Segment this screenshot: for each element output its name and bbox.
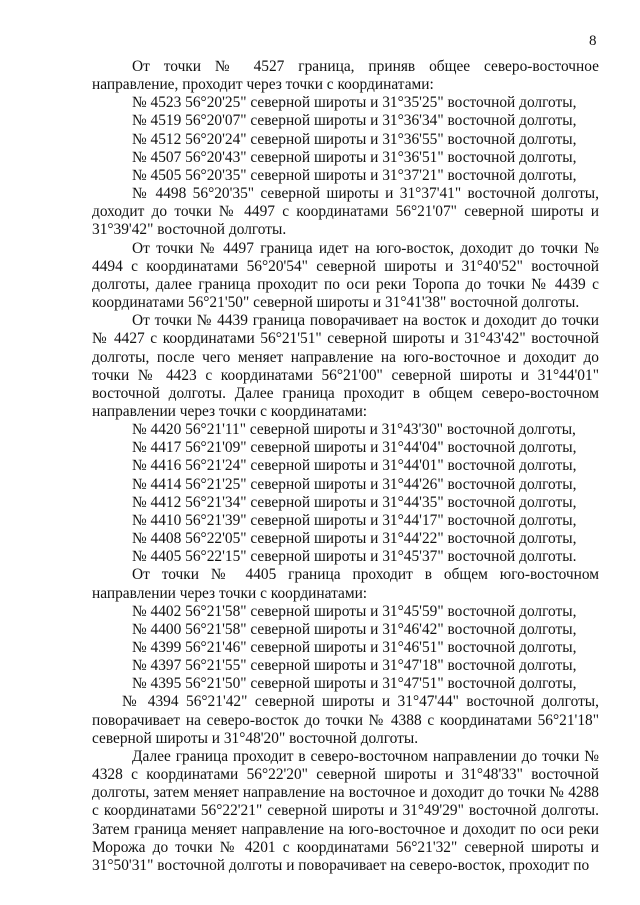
coordinate-line: № 4417 56°21'09" северной широты и 31°44'04" восточной долготы, bbox=[132, 439, 577, 457]
coordinate-line: № 4395 56°21'50" северной широты и 31°47'51" восточной долготы, bbox=[132, 675, 577, 693]
paragraph-boundary: От точки № 4497 граница идет на юго-восток, доходит до точки № 4494 с координатами 56°20'54" северной широты и 31°40'52" восточной долготы, далее граница проходит по оси реки Торопа до точки № 4439 с координатами 56°21'50" северной широты и 31°41'38" восточной долготы. bbox=[92, 239, 599, 312]
paragraph-boundary: Далее граница проходит в северо-восточном направлении до точки № 4328 с координатами 56°22'20" северной широты и 31°48'33" восточной долготы, затем меняет направление на восточное и доходит до точки № 4288 с координатами 56°22'21" северной широты и 31°49'29" восточной долготы. Затем граница меняет направление на юго-восточное и доходит по оси реки Морожа до точки № 4201 с координатами 56°21'32" северной широты и 31°50'31" восточной долготы и поворачивает на северо-восток, проходит по bbox=[92, 747, 599, 874]
coordinate-line: № 4507 56°20'43" северной широты и 31°36'51" восточной долготы, bbox=[132, 148, 577, 166]
paragraph-coordinate-continuation: № 4498 56°20'35" северной широты и 31°37'41" восточной долготы, доходит до точки № 4497 с координатами 56°21'07" северной широты и 31°39'42" восточной долготы. bbox=[92, 185, 599, 239]
coordinate-line: № 4416 56°21'24" северной широты и 31°44'01" восточной долготы, bbox=[132, 457, 577, 475]
paragraph-coordinate-continuation: № 4394 56°21'42" северной широты и 31°47'44" восточной долготы, поворачивает на северо-восток до точки № 4388 с координатами 56°21'18" северной широты и 31°48'20" восточной долготы. bbox=[92, 693, 599, 747]
paragraph-boundary: От точки № 4439 граница поворачивает на восток и доходит до точки № 4427 с координатами 56°21'51" северной широты и 31°43'42" восточной долготы, после чего меняет направление на юго-восточное и доходит до точки № 4423 с координатами 56°21'00" северной широты и 31°44'01" восточной долготы. Далее граница проходит в общем северо-восточном направлении через точки с координатами: bbox=[92, 312, 599, 420]
paragraph-boundary: От точки № 4405 граница проходит в общем юго-восточном направлении через точки с координатами: bbox=[92, 566, 599, 602]
paragraph-intro: От точки № 4527 граница, приняв общее северо-восточное направление, проходит через точки с координатами: bbox=[92, 58, 599, 94]
coordinate-line: № 4512 56°20'24" северной широты и 31°36'55" восточной долготы, bbox=[132, 130, 577, 148]
coordinate-line: № 4400 56°21'58" северной широты и 31°46'42" восточной долготы, bbox=[132, 620, 577, 638]
coordinate-line: № 4519 56°20'07" северной широты и 31°36'34" восточной долготы, bbox=[132, 112, 577, 130]
coordinate-line: № 4505 56°20'35" северной широты и 31°37'21" восточной долготы, bbox=[132, 166, 577, 184]
coordinate-line: № 4397 56°21'55" северной широты и 31°47'18" восточной долготы, bbox=[132, 657, 577, 675]
page-number: 8 bbox=[589, 33, 597, 49]
coordinate-line: № 4414 56°21'25" северной широты и 31°44'26" восточной долготы, bbox=[132, 475, 577, 493]
coordinate-line: № 4399 56°21'46" северной широты и 31°46'51" восточной долготы, bbox=[132, 639, 577, 656]
coordinate-line: № 4420 56°21'11" северной широты и 31°43'30" восточной долготы, bbox=[132, 421, 576, 439]
coordinate-line: № 4410 56°21'39" северной широты и 31°44'17" восточной долготы, bbox=[132, 511, 577, 529]
coordinate-line: № 4523 56°20'25" северной широты и 31°35'25" восточной долготы, bbox=[132, 94, 577, 112]
document-body bbox=[92, 58, 599, 875]
coordinate-line: № 4408 56°22'05" северной широты и 31°44'22" восточной долготы, bbox=[132, 530, 577, 548]
coordinate-line: № 4405 56°22'15" северной широты и 31°45'37" восточной долготы. bbox=[132, 548, 577, 566]
coordinate-line: № 4402 56°21'58" северной широты и 31°45'59" восточной долготы, bbox=[132, 602, 577, 620]
coordinate-line: № 4412 56°21'34" северной широты и 31°44'35" восточной долготы, bbox=[132, 493, 577, 511]
